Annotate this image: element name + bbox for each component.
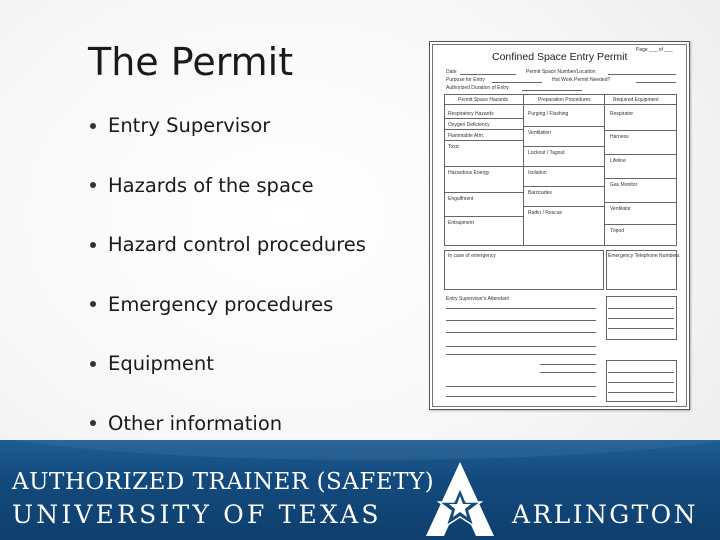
permit-rule [608,392,674,393]
permit-procedure-item: Ventilation [528,130,552,136]
bullet-text: Hazards of the space [108,173,314,197]
permit-emergency-label: In case of emergency [448,253,496,259]
permit-rule [540,372,596,373]
bullet-text: Other information [108,411,283,435]
permit-hazard-item: Hazardous Energy [448,170,490,176]
bullet-icon [90,182,96,188]
permit-rule [523,186,604,187]
permit-rule [540,364,596,365]
permit-rule [523,206,604,207]
permit-rule [523,94,524,246]
permit-title: Confined Space Entry Permit [492,51,628,63]
permit-rule [444,216,523,217]
permit-rule [604,154,677,155]
permit-rule [608,308,674,309]
permit-rule [492,82,542,83]
permit-rule [460,74,516,75]
footer-banner [0,440,720,540]
permit-rule [444,104,677,105]
bullet-text: Equipment [108,352,214,376]
permit-rule [604,224,677,225]
permit-form-image [429,41,690,410]
permit-procedure-item: Purging / Flushing [528,111,569,117]
permit-rule [604,130,677,131]
permit-rule [444,140,523,141]
permit-emergency-phone-label: Emergency Telephone Numbers [608,253,680,259]
permit-rule [608,328,674,329]
permit-rule [446,320,596,321]
permit-equipment-item: Tripod [610,228,624,234]
bullet-text: Emergency procedures [108,292,334,316]
permit-rule [608,318,674,319]
permit-rule [444,166,523,167]
permit-rule [608,372,674,373]
slide-title: The Permit [88,40,294,84]
permit-space-label: Permit Space Number/Location [526,69,596,75]
permit-hazard-item: Engulfment [448,196,474,202]
permit-hotwork-label: Hot Work Permit Needed? [552,77,611,83]
permit-equipment-item: Harness [610,134,629,140]
footer-arlington-text: ARLINGTON [512,500,698,529]
permit-procedure-item: Radio / Rescue [528,210,563,216]
bullet-icon [90,242,96,248]
permit-hazard-item: Toxic [448,144,460,150]
bullet-item [88,156,418,216]
permit-equipment-item: Ventilator [610,206,631,212]
permit-rule [444,129,523,130]
permit-rule [523,126,604,127]
permit-side-box [606,360,677,402]
bullet-icon [90,361,96,367]
permit-equipment-header: Required Equipment [613,97,659,103]
permit-procedures-header: Preparation Procedures [538,97,591,103]
bullet-text: Hazard control procedures [108,233,366,257]
permit-procedure-item: Lockout / Tagout [528,150,565,156]
bullet-list [88,96,418,453]
permit-hazards-header: Permit Space Hazards [458,97,509,103]
permit-rule [446,346,596,347]
permit-rule [446,354,596,355]
bullet-item [88,96,418,156]
permit-rule [522,90,582,91]
permit-page-number: Page ___ of ___ [636,47,673,53]
permit-rule [636,82,676,83]
permit-hazard-item: Oxygen Deficiency [448,122,490,128]
bullet-item [88,215,418,275]
permit-date-label: Date [446,69,457,75]
permit-rule [444,118,523,119]
permit-procedure-item: Barricades [528,190,552,196]
footer-trainer-text: AUTHORIZED TRAINER (SAFETY) [12,469,435,495]
bullet-icon [90,123,96,129]
permit-rule [446,308,596,309]
bullet-text: Entry Supervisor [108,114,271,138]
permit-procedure-item: Isolation [528,170,547,176]
permit-supervisor-label: Entry Supervisor's Attendant [446,296,509,302]
bullet-item [88,275,418,335]
permit-equipment-item: Lifeline [610,158,626,164]
star-a-logo-icon [420,458,500,538]
permit-rule [604,178,677,179]
permit-hazard-item: Respiratory Hazards [448,111,494,117]
permit-hazard-item: Flammable Atm. [448,133,485,139]
permit-hazard-item: Entrapment [448,220,474,226]
bullet-icon [90,420,96,426]
footer-university-text: UNIVERSITY OF TEXAS [12,500,382,529]
permit-rule [604,202,677,203]
permit-equipment-item: Respirator [610,111,634,117]
permit-rule [444,192,523,193]
bullet-item [88,334,418,394]
permit-duration-label: Authorized Duration of Entry [446,85,509,91]
permit-rule [523,166,604,167]
permit-rule [608,74,676,75]
footer-sweep [0,440,720,460]
bullet-icon [90,301,96,307]
permit-rule [446,396,596,397]
permit-rule [446,386,596,387]
permit-rule [446,332,596,333]
permit-rule [608,382,674,383]
permit-rule [523,146,604,147]
permit-equipment-item: Gas Monitor [610,182,638,188]
permit-purpose-label: Purpose for Entry [446,77,485,83]
